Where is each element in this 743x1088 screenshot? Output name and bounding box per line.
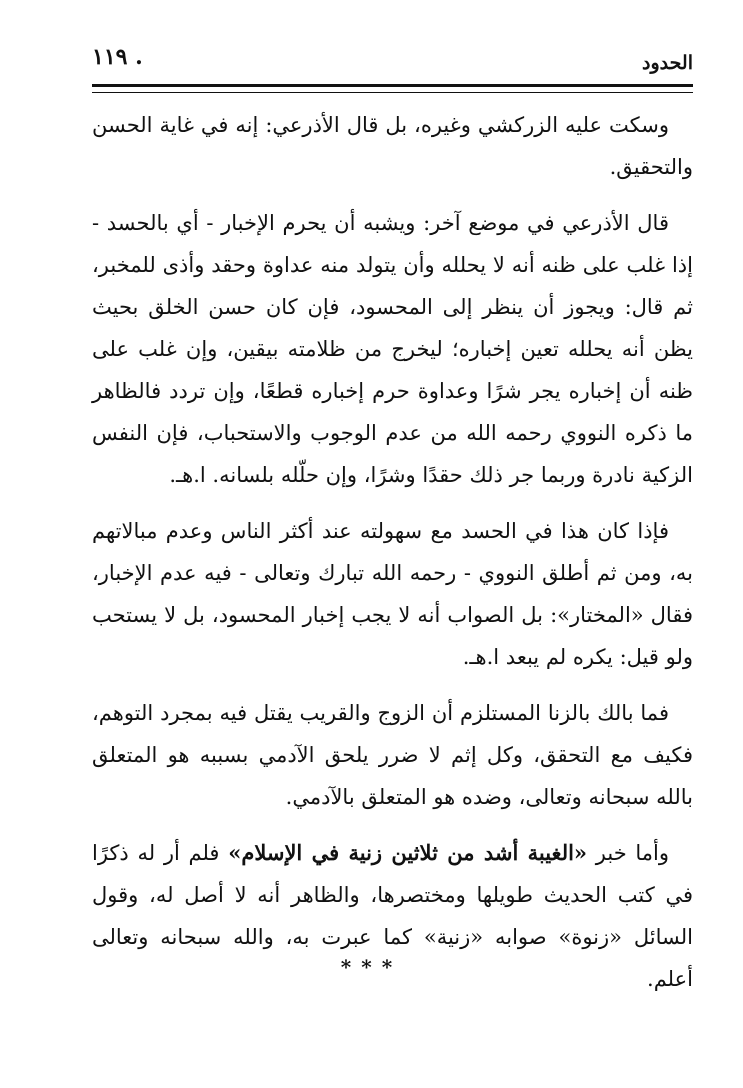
header-rule-thick [92,84,693,87]
page-header [92,38,693,78]
page-number: ١١٩ . [92,44,143,70]
paragraph-3: فإذا كان هذا في الحسد مع سهولته عند أكثر الناس وعدم مبالاتهم به، ومن ثم أطلق النووي - رحمه الله تبارك وتعالى - فيه عدم الإخبار، فقال «المختار»: بل الصواب أنه لا يجب إخبار المحسود، بل لا يستحب ولو قيل: يكره لم يبعد ا.هـ. [92,519,693,669]
header-rule-thin [92,92,693,93]
paragraph-5-lead: وأما خبر [587,841,669,865]
section-end-ornament: *** [340,955,403,979]
paragraph-2: قال الأذرعي في موضع آخر: ويشبه أن يحرم الإخبار - أي بالحسد - إذا غلب على ظنه أنه لا يحلله وأن يتولد منه عداوة وحقد وأذى للمخبر، ثم قال: ويجوز أن ينظر إلى المحسود، فإن كان حسن الخلق بحيث يظن أنه يحلله تعين إخباره؛ ليخرج من ظلامته بيقين، وإن غلب على ظنه أن إخباره يجر شرًا وعداوة حرم إخباره قطعًا، وإن تردد فالظاهر ما ذكره النووي رحمه الله من عدم الوجوب والاستحباب، فإن النفس الزكية نادرة وربما جر ذلك حقدًا وشرًا، وإن حلّله بلسانه. ا.هـ. [92,211,693,487]
running-title: الحدود [642,52,693,74]
hadith-quote: «الغيبة أشد من ثلاثين زنية في الإسلام» [228,840,588,865]
page-body [92,104,693,1014]
paragraph-1: وسكت عليه الزركشي وغيره، بل قال الأذرعي: إنه في غاية الحسن والتحقيق. [92,113,693,179]
paragraph-4: فما بالك بالزنا المستلزم أن الزوج والقريب يقتل فيه بمجرد التوهم، فكيف مع التحقق، وكل إثم لا ضرر يلحق الآدمي بسببه هو المتعلق بالله سبحانه وتعالى، وضده هو المتعلق بالآدمي. [92,701,693,809]
paragraph-5-rest: فلم أر له ذكرًا في كتب الحديث طويلها ومختصرها، والظاهر أنه لا أصل له، وقول السائل «زنوة» صوابه «زنية» كما عبرت به، والله سبحانه وتعالى أعلم. [92,841,693,991]
